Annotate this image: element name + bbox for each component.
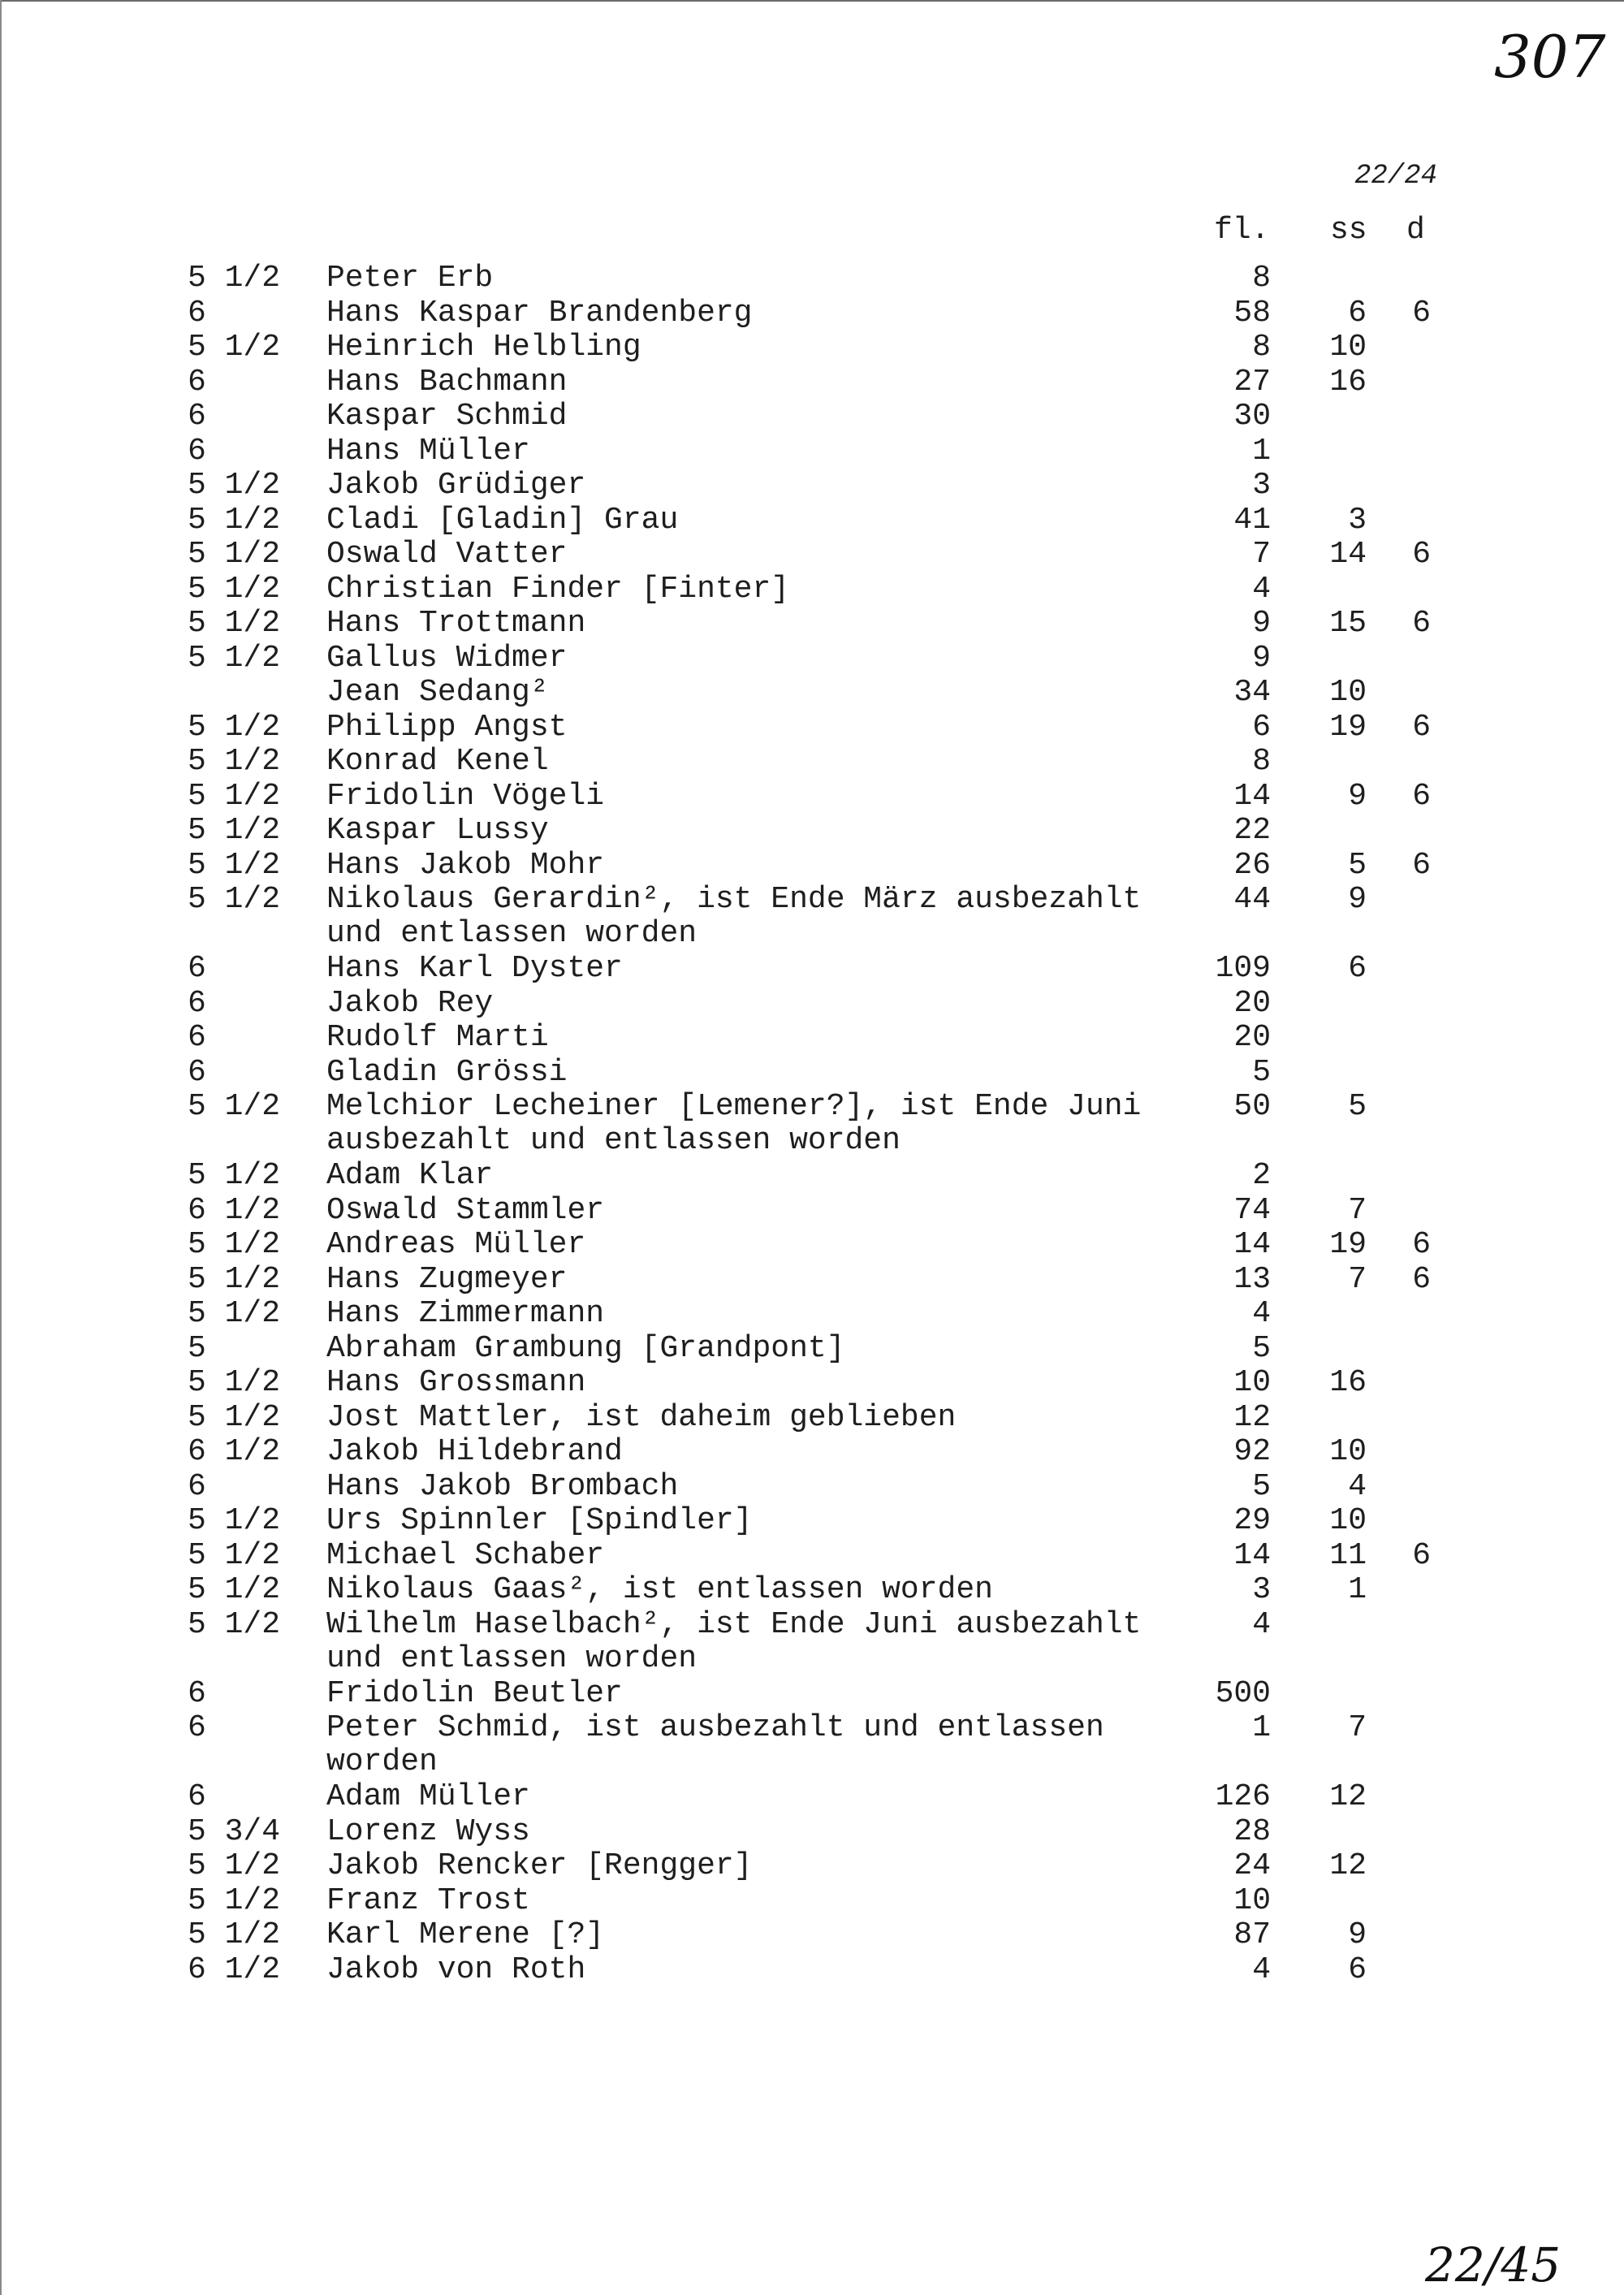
row-ss: 9 <box>1348 1917 1367 1952</box>
row-wage: 6 <box>188 295 206 331</box>
row-fl: 58 <box>1233 295 1271 331</box>
row-ss: 7 <box>1348 1710 1367 1745</box>
row-name: Hans Müller <box>326 433 530 469</box>
row-name: Kaspar Schmid <box>326 399 568 434</box>
row-fl: 30 <box>1233 399 1271 434</box>
row-d: 6 <box>1412 778 1431 814</box>
row-ss: 12 <box>1329 1779 1367 1814</box>
row-wage: 5 1/2 <box>188 1606 281 1642</box>
table-row <box>0 1539 1624 1574</box>
row-wage: 6 <box>188 1675 206 1711</box>
row-ss: 3 <box>1348 502 1367 538</box>
row-name: Abraham Grambung [Grandpont] <box>326 1330 845 1366</box>
table-row <box>0 1815 1624 1850</box>
row-name: Fridolin Vögeli <box>326 778 605 814</box>
row-fl: 3 <box>1252 1572 1271 1607</box>
row-wage: 6 <box>188 1054 206 1090</box>
row-name: Jakob Rey <box>326 985 494 1021</box>
row-name: Adam Klar <box>326 1158 494 1193</box>
row-name: Nikolaus Gaas², ist entlassen worden <box>326 1572 993 1607</box>
row-fl: 14 <box>1233 1227 1271 1262</box>
row-ss: 16 <box>1329 364 1367 400</box>
table-row <box>0 1884 1624 1919</box>
row-name: Hans Karl Dyster <box>326 951 623 986</box>
row-wage: 5 1/2 <box>188 1227 281 1262</box>
row-name: Hans Zimmermann <box>326 1296 605 1331</box>
table-row <box>0 469 1624 504</box>
table-row <box>0 952 1624 987</box>
row-d: 6 <box>1412 606 1431 641</box>
row-name: Hans Kaspar Brandenberg <box>326 295 753 331</box>
table-row <box>0 711 1624 746</box>
table-row <box>0 814 1624 849</box>
row-fl: 50 <box>1233 1089 1271 1124</box>
row-fl: 12 <box>1233 1399 1271 1435</box>
row-wage: 5 1/2 <box>188 571 281 607</box>
row-fl: 4 <box>1252 1296 1271 1331</box>
row-name: Wilhelm Haselbach², ist Ende Juni ausbezahlt und entlassen worden <box>326 1606 1142 1676</box>
row-wage: 5 1/2 <box>188 1848 281 1883</box>
table-row <box>0 883 1624 952</box>
row-wage: 6 1/2 <box>188 1434 281 1469</box>
column-header-d: d <box>1406 213 1425 248</box>
row-wage: 6 <box>188 1468 206 1504</box>
handwritten-page-number: 307 <box>1494 23 1606 91</box>
row-wage: 6 <box>188 364 206 400</box>
row-wage: 5 1/2 <box>188 847 281 883</box>
table-row <box>0 1780 1624 1815</box>
row-fl: 34 <box>1233 675 1271 710</box>
row-name: Urs Spinnler [Spindler] <box>326 1503 753 1538</box>
row-wage: 5 1/2 <box>188 778 281 814</box>
row-fl: 14 <box>1233 1537 1271 1573</box>
row-ss: 19 <box>1329 709 1367 745</box>
table-row <box>0 1608 1624 1677</box>
row-fl: 24 <box>1233 1848 1271 1883</box>
row-ss: 1 <box>1348 1572 1367 1607</box>
row-name: Hans Trottmann <box>326 606 586 641</box>
row-ss: 19 <box>1329 1227 1367 1262</box>
table-row <box>0 987 1624 1022</box>
row-wage: 5 1/2 <box>188 468 281 503</box>
row-ss: 12 <box>1329 1848 1367 1883</box>
table-row <box>0 1504 1624 1539</box>
row-name: Adam Müller <box>326 1779 530 1814</box>
row-wage: 6 <box>188 433 206 469</box>
table-row <box>0 400 1624 434</box>
row-fl: 44 <box>1233 882 1271 917</box>
row-wage: 6 <box>188 951 206 986</box>
row-d: 6 <box>1412 1537 1431 1573</box>
row-wage: 6 1/2 <box>188 1951 281 1987</box>
column-header-fl: fl. <box>1214 213 1270 248</box>
row-fl: 8 <box>1252 261 1271 296</box>
table-row <box>0 1056 1624 1091</box>
row-wage: 6 <box>188 985 206 1021</box>
row-name: Philipp Angst <box>326 709 568 745</box>
row-name: Peter Schmid, ist ausbezahlt und entlassen worden <box>326 1710 1104 1779</box>
row-ss: 7 <box>1348 1192 1367 1228</box>
row-name: Christian Finder [Finter] <box>326 571 790 607</box>
row-wage: 5 1/2 <box>188 813 281 848</box>
row-name: Oswald Stammler <box>326 1192 605 1228</box>
table-row <box>0 504 1624 538</box>
row-wage: 6 <box>188 1710 206 1745</box>
row-fl: 126 <box>1215 1779 1271 1814</box>
row-name: Jost Mattler, ist daheim geblieben <box>326 1399 957 1435</box>
row-name: Melchior Lecheiner [Lemener?], ist Ende Juni ausbezahlt und entlassen worden <box>326 1089 1142 1158</box>
row-ss: 11 <box>1329 1537 1367 1573</box>
row-ss: 9 <box>1348 778 1367 814</box>
row-name: Lorenz Wyss <box>326 1813 530 1849</box>
row-name: Fridolin Beutler <box>326 1675 623 1711</box>
row-ss: 4 <box>1348 1468 1367 1504</box>
row-fl: 87 <box>1233 1917 1271 1952</box>
row-d: 6 <box>1412 847 1431 883</box>
row-wage: 6 <box>188 1779 206 1814</box>
row-name: Jakob von Roth <box>326 1951 586 1987</box>
table-row <box>0 1918 1624 1953</box>
row-wage: 5 1/2 <box>188 606 281 641</box>
table-row <box>0 1366 1624 1401</box>
row-fl: 5 <box>1252 1468 1271 1504</box>
row-wage: 5 1/2 <box>188 640 281 676</box>
row-fl: 13 <box>1233 1261 1271 1297</box>
row-wage: 6 <box>188 1020 206 1055</box>
row-name: Kaspar Lussy <box>326 813 549 848</box>
row-wage: 6 1/2 <box>188 1192 281 1228</box>
row-ss: 10 <box>1329 330 1367 365</box>
row-ss: 6 <box>1348 951 1367 986</box>
row-d: 6 <box>1412 1227 1431 1262</box>
row-ss: 16 <box>1329 1365 1367 1400</box>
row-wage: 5 1/2 <box>188 744 281 779</box>
row-ss: 15 <box>1329 606 1367 641</box>
row-fl: 5 <box>1252 1054 1271 1090</box>
table-row <box>0 1711 1624 1780</box>
row-fl: 41 <box>1233 502 1271 538</box>
table-row <box>0 607 1624 642</box>
row-fl: 9 <box>1252 640 1271 676</box>
row-wage: 5 1/2 <box>188 1399 281 1435</box>
row-name: Karl Merene [?] <box>326 1917 605 1952</box>
row-fl: 3 <box>1252 468 1271 503</box>
row-fl: 1 <box>1252 1710 1271 1745</box>
table-row <box>0 642 1624 676</box>
document-reference: 22/24 <box>1354 161 1438 192</box>
row-fl: 4 <box>1252 1606 1271 1642</box>
table-row <box>0 1297 1624 1332</box>
row-name: Heinrich Helbling <box>326 330 641 365</box>
row-fl: 8 <box>1252 744 1271 779</box>
table-row <box>0 1953 1624 1988</box>
row-fl: 109 <box>1215 951 1271 986</box>
table-row <box>0 1021 1624 1056</box>
row-wage: 6 <box>188 399 206 434</box>
row-name: Cladi [Gladin] Grau <box>326 502 679 538</box>
row-name: Jakob Grüdiger <box>326 468 586 503</box>
table-row <box>0 573 1624 607</box>
row-wage: 5 1/2 <box>188 1537 281 1573</box>
row-name: Andreas Müller <box>326 1227 586 1262</box>
row-fl: 74 <box>1233 1192 1271 1228</box>
row-ss: 7 <box>1348 1261 1367 1297</box>
table-row <box>0 1401 1624 1436</box>
row-fl: 10 <box>1233 1365 1271 1400</box>
row-ss: 6 <box>1348 1951 1367 1987</box>
row-fl: 28 <box>1233 1813 1271 1849</box>
row-wage: 5 1/2 <box>188 1261 281 1297</box>
row-wage: 5 1/2 <box>188 1882 281 1918</box>
row-fl: 4 <box>1252 571 1271 607</box>
ledger-table <box>0 261 1624 1987</box>
row-wage: 5 1/2 <box>188 261 281 296</box>
table-row <box>0 331 1624 365</box>
row-wage: 5 1/2 <box>188 1296 281 1331</box>
row-wage: 5 1/2 <box>188 330 281 365</box>
column-header-ss: ss <box>1330 213 1367 248</box>
row-wage: 5 1/2 <box>188 1572 281 1607</box>
row-ss: 10 <box>1329 675 1367 710</box>
table-row <box>0 365 1624 400</box>
row-name: Jean Sedang² <box>326 675 549 710</box>
table-row <box>0 1849 1624 1884</box>
row-name: Hans Bachmann <box>326 364 568 400</box>
row-name: Franz Trost <box>326 1882 530 1918</box>
row-wage: 5 <box>188 1330 206 1366</box>
row-wage: 5 1/2 <box>188 1089 281 1124</box>
handwritten-archive-number: 22/45 <box>1425 2237 1561 2293</box>
row-name: Hans Zugmeyer <box>326 1261 568 1297</box>
table-row <box>0 676 1624 711</box>
row-fl: 27 <box>1233 364 1271 400</box>
table-row <box>0 296 1624 331</box>
table-row <box>0 1159 1624 1194</box>
table-row <box>0 1573 1624 1608</box>
row-fl: 6 <box>1252 709 1271 745</box>
table-row <box>0 1677 1624 1712</box>
table-row <box>0 780 1624 815</box>
row-ss: 10 <box>1329 1503 1367 1538</box>
row-wage: 5 1/2 <box>188 1503 281 1538</box>
row-wage: 5 3/4 <box>188 1813 281 1849</box>
row-ss: 10 <box>1329 1434 1367 1469</box>
table-row <box>0 1090 1624 1159</box>
row-fl: 9 <box>1252 606 1271 641</box>
row-name: Gallus Widmer <box>326 640 568 676</box>
row-name: Hans Jakob Mohr <box>326 847 605 883</box>
table-row <box>0 1470 1624 1505</box>
row-wage: 5 1/2 <box>188 502 281 538</box>
row-ss: 5 <box>1348 847 1367 883</box>
row-fl: 10 <box>1233 1882 1271 1918</box>
table-row <box>0 1435 1624 1470</box>
table-row <box>0 1332 1624 1367</box>
table-row <box>0 849 1624 884</box>
table-row <box>0 538 1624 573</box>
row-name: Hans Grossmann <box>326 1365 586 1400</box>
table-row <box>0 1263 1624 1298</box>
row-wage: 5 1/2 <box>188 882 281 917</box>
row-name: Konrad Kenel <box>326 744 549 779</box>
row-fl: 20 <box>1233 1020 1271 1055</box>
row-fl: 14 <box>1233 778 1271 814</box>
row-wage: 5 1/2 <box>188 709 281 745</box>
row-ss: 6 <box>1348 295 1367 331</box>
row-fl: 2 <box>1252 1158 1271 1193</box>
row-fl: 7 <box>1252 537 1271 572</box>
row-d: 6 <box>1412 537 1431 572</box>
row-fl: 92 <box>1233 1434 1271 1469</box>
row-name: Jakob Hildebrand <box>326 1434 623 1469</box>
row-fl: 20 <box>1233 985 1271 1021</box>
row-name: Gladin Grössi <box>326 1054 568 1090</box>
table-row <box>0 745 1624 780</box>
row-d: 6 <box>1412 709 1431 745</box>
row-fl: 22 <box>1233 813 1271 848</box>
row-fl: 5 <box>1252 1330 1271 1366</box>
row-fl: 8 <box>1252 330 1271 365</box>
row-wage: 5 1/2 <box>188 1365 281 1400</box>
row-ss: 14 <box>1329 537 1367 572</box>
row-wage: 5 1/2 <box>188 1158 281 1193</box>
row-ss: 9 <box>1348 882 1367 917</box>
table-row <box>0 1194 1624 1229</box>
row-d: 6 <box>1412 1261 1431 1297</box>
row-fl: 1 <box>1252 433 1271 469</box>
row-name: Hans Jakob Brombach <box>326 1468 679 1504</box>
row-name: Jakob Rencker [Rengger] <box>326 1848 753 1883</box>
row-name: Nikolaus Gerardin², ist Ende März ausbezahlt und entlassen worden <box>326 882 1142 951</box>
row-fl: 29 <box>1233 1503 1271 1538</box>
table-row <box>0 1228 1624 1263</box>
row-wage: 5 1/2 <box>188 1917 281 1952</box>
row-name: Rudolf Marti <box>326 1020 549 1055</box>
row-name: Peter Erb <box>326 261 494 296</box>
scan-edge-top <box>0 0 1624 2</box>
row-name: Michael Schaber <box>326 1537 605 1573</box>
row-ss: 5 <box>1348 1089 1367 1124</box>
table-row <box>0 434 1624 469</box>
table-row <box>0 261 1624 296</box>
row-fl: 4 <box>1252 1951 1271 1987</box>
row-fl: 500 <box>1215 1675 1271 1711</box>
row-fl: 26 <box>1233 847 1271 883</box>
row-name: Oswald Vatter <box>326 537 568 572</box>
row-d: 6 <box>1412 295 1431 331</box>
row-wage: 5 1/2 <box>188 537 281 572</box>
